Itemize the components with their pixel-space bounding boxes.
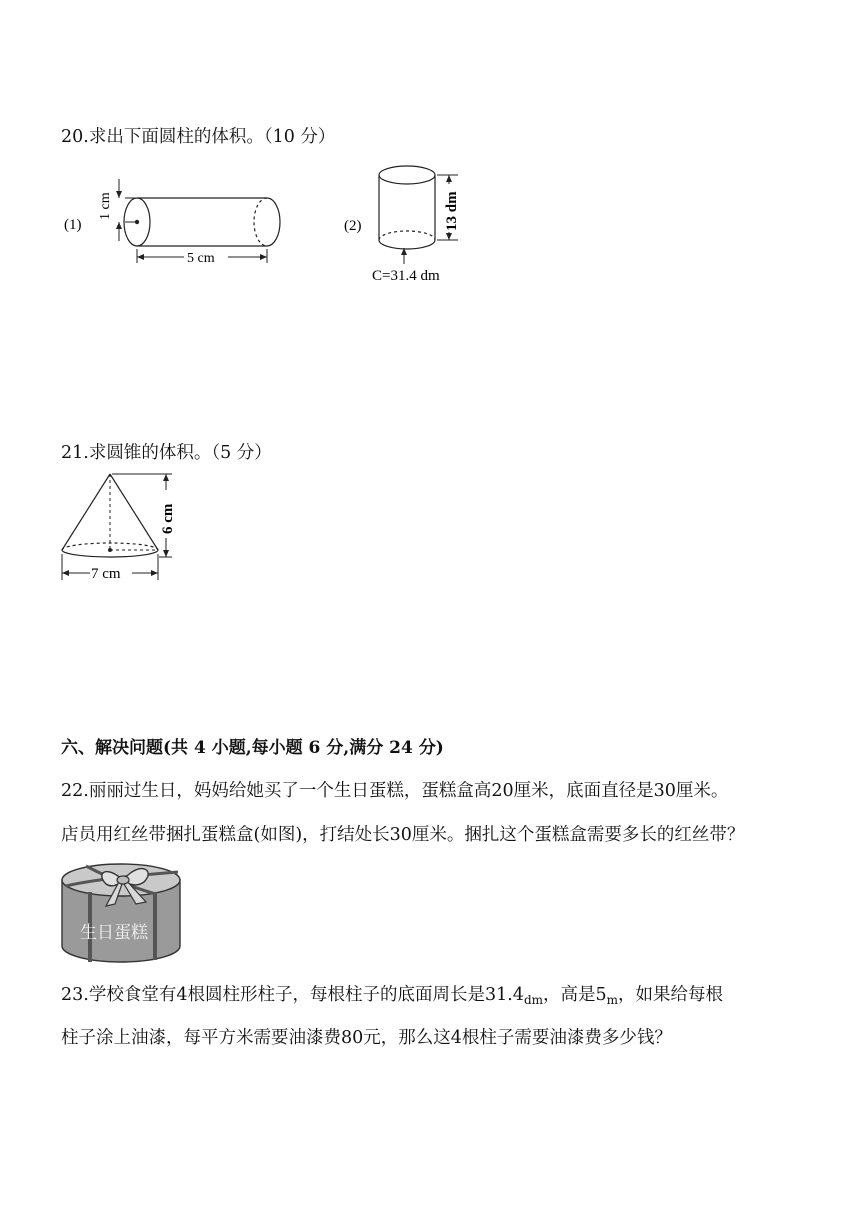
q20-fig2-height-label: 13 dm — [444, 191, 460, 231]
q20-cylinder-figure-2 — [340, 160, 470, 290]
q20-fig1-index: (1) — [64, 217, 82, 233]
q22-line-2: 店员用红丝带捆扎蛋糕盒(如图)，打结处长30厘米。捆扎这个蛋糕盒需要多长的红丝带？ — [61, 825, 745, 845]
q23-line-1 — [61, 981, 723, 1007]
q20-fig1-length-label: 5 cm — [187, 251, 215, 266]
q20-fig2-index: (2) — [344, 218, 362, 234]
q22-cake-box-figure — [60, 858, 182, 968]
q21-diameter-label: 7 cm — [91, 566, 121, 582]
q23-unit-dm: dm — [523, 993, 543, 1007]
q20-title: 20.求出下面圆柱的体积。（10 分） — [61, 127, 336, 147]
q23-text-part-2: ，高是5 — [543, 985, 607, 1005]
section-6-heading: 六、解决问题(共 4 小题,每小题 6 分,满分 24 分) — [61, 738, 444, 758]
q22-cake-label: 生日蛋糕 — [80, 923, 148, 942]
q21-title: 21.求圆锥的体积。（5 分） — [61, 443, 272, 463]
q23-text-part-3: ，如果给每根 — [618, 985, 724, 1005]
q20-fig1-radius-label: 1 cm — [98, 192, 113, 220]
q23-text-part-1: 23.学校食堂有4根圆柱形柱子，每根柱子的底面周长是31.4 — [61, 985, 524, 1005]
q23-line-2: 柱子涂上油漆，每平方米需要油漆费80元，那么这4根柱子需要油漆费多少钱？ — [61, 1028, 672, 1048]
q21-height-label: 6 cm — [160, 503, 176, 534]
q23-unit-m: m — [606, 993, 619, 1007]
q21-cone-figure — [58, 470, 178, 585]
q20-fig2-circumference-label: C=31.4 dm — [372, 268, 440, 284]
q22-line-1: 22.丽丽过生日，妈妈给她买了一个生日蛋糕，蛋糕盒高20厘米，底面直径是30厘米。 — [61, 781, 729, 801]
q20-cylinder-figure-1 — [60, 165, 290, 270]
